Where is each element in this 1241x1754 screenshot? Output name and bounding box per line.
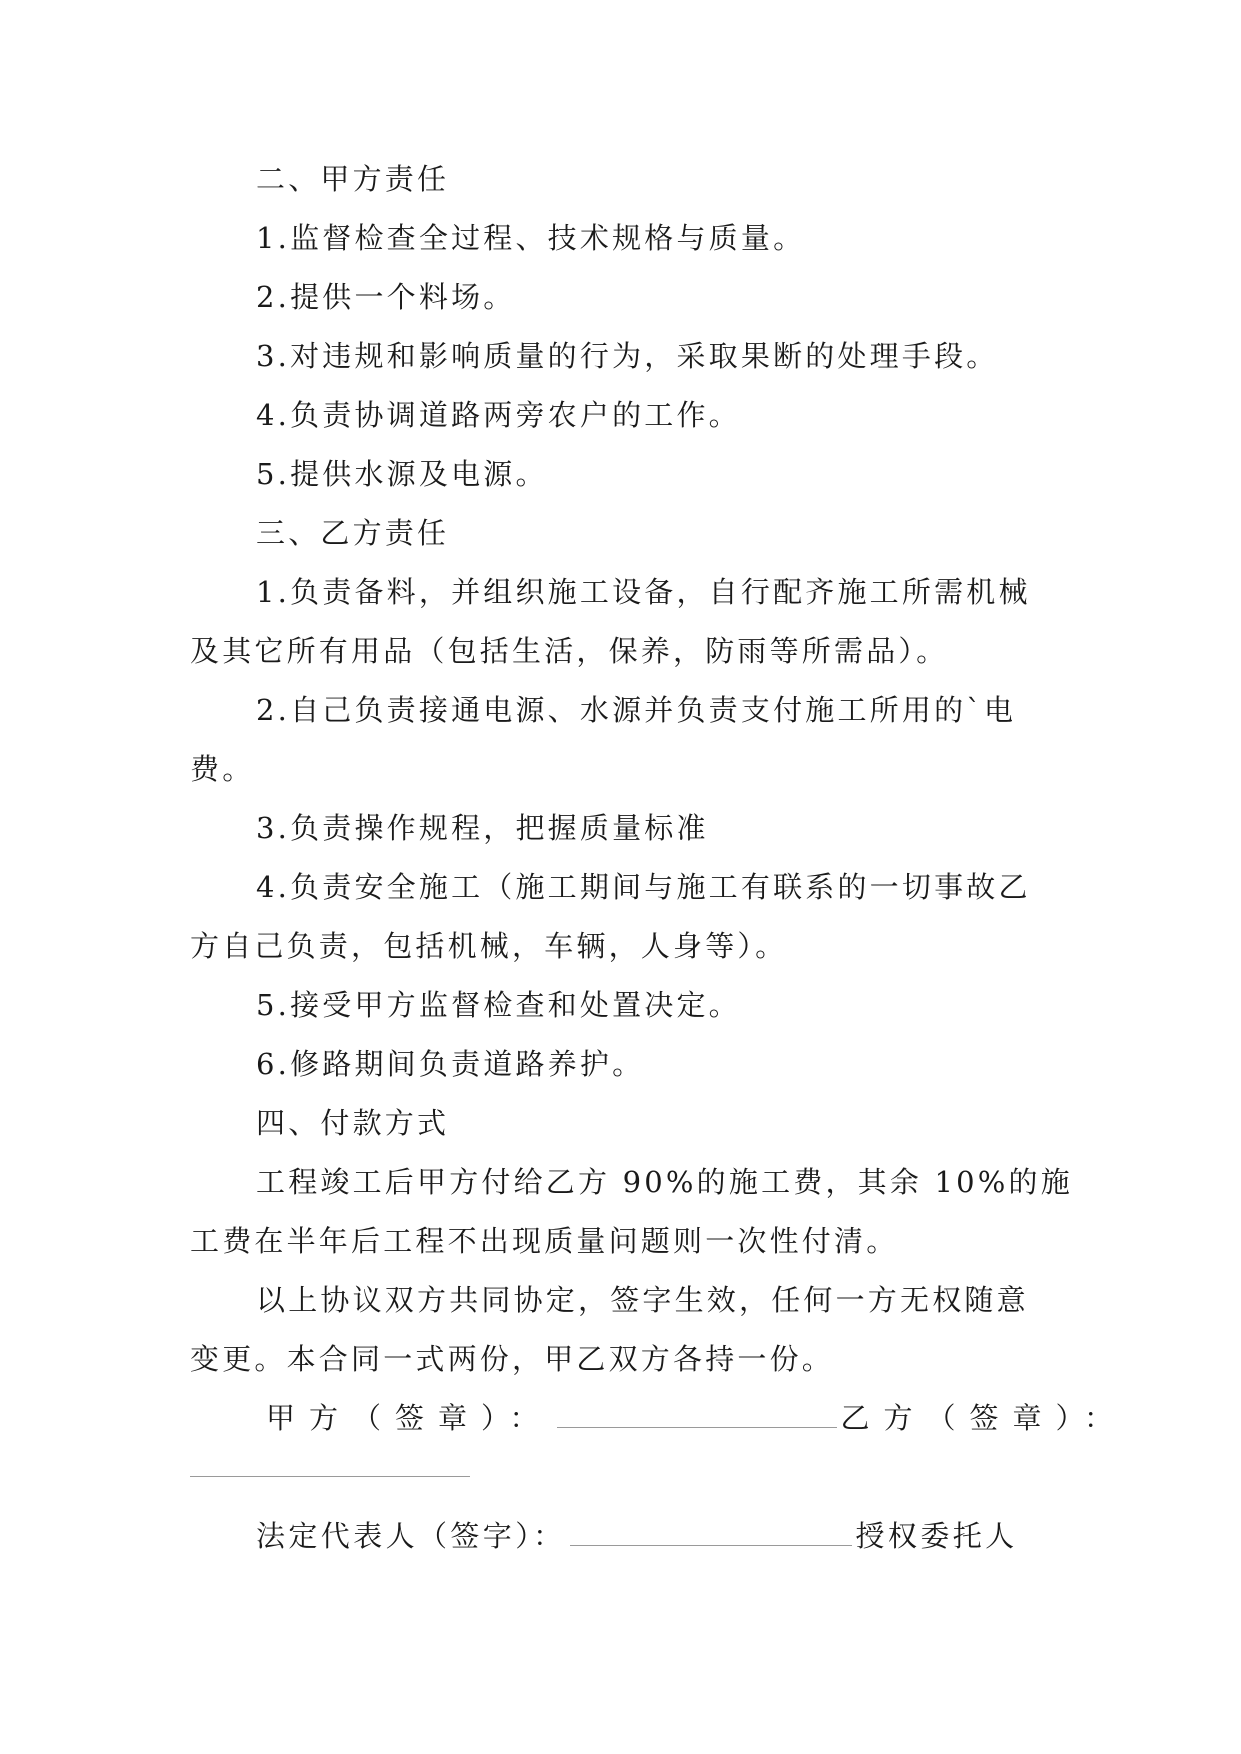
- legal-rep-label: 法定代表人（签字）：: [256, 1519, 566, 1553]
- party-a-item-2: 2.提供一个料场。: [256, 280, 516, 314]
- party-b-item-5: 5.接受甲方监督检查和处置决定。: [256, 988, 741, 1022]
- party-a-signature-blank: [557, 1395, 837, 1428]
- section-heading-party-b-duties: 三、乙方责任: [256, 516, 450, 550]
- party-b-item-4-line-1: 4.负责安全施工（施工期间与施工有联系的一切事故乙: [256, 870, 1031, 904]
- signature-row: [190, 1389, 1128, 1448]
- party-b-signature-blank-row: [190, 1448, 1045, 1507]
- payment-line-1: 工程竣工后甲方付给乙方 90%的施工费，其余 10%的施: [256, 1165, 1073, 1199]
- section-heading-party-a-duties: 二、甲方责任: [256, 162, 450, 196]
- section-heading-payment: 四、付款方式: [256, 1106, 450, 1140]
- party-b-item-2-line-1: 2.自己负责接通电源、水源并负责支付施工所用的`电: [256, 693, 1017, 727]
- party-a-item-3: 3.对违规和影响质量的行为，采取果断的处理手段。: [256, 339, 999, 373]
- party-a-item-4: 4.负责协调道路两旁农户的工作。: [256, 398, 741, 432]
- document-body: [190, 150, 1128, 1566]
- agreement-line-2: 变更。本合同一式两份，甲乙双方各持一份。: [190, 1342, 835, 1376]
- party-b-signature-label: 乙方（签章）：: [840, 1401, 1128, 1435]
- legal-rep-signature-blank: [570, 1513, 852, 1546]
- party-a-item-1: 1.监督检查全过程、技术规格与质量。: [256, 221, 806, 255]
- party-b-item-2-line-2: 费。: [190, 752, 255, 786]
- party-a-item-5: 5.提供水源及电源。: [256, 457, 548, 491]
- party-b-item-6: 6.修路期间负责道路养护。: [256, 1047, 645, 1081]
- party-a-signature-label: 甲方（签章）：: [266, 1401, 553, 1435]
- party-b-item-1-line-1: 1.负责备料，并组织施工设备，自行配齐施工所需机械: [256, 575, 1031, 609]
- party-b-signature-blank: [190, 1476, 470, 1477]
- party-b-item-1-line-2: 及其它所有用品（包括生活，保养，防雨等所需品）。: [190, 634, 949, 668]
- party-b-item-4-line-2: 方自己负责，包括机械，车辆，人身等）。: [190, 929, 788, 963]
- agreement-line-1: 以上协议双方共同协定，签字生效，任何一方无权随意: [256, 1283, 1029, 1317]
- party-b-item-3: 3.负责操作规程，把握质量标准: [256, 811, 709, 845]
- payment-line-2: 工费在半年后工程不出现质量问题则一次性付清。: [190, 1224, 899, 1258]
- legal-representative-row: [190, 1507, 1045, 1566]
- authorized-agent-label: 授权委托人: [855, 1519, 1018, 1553]
